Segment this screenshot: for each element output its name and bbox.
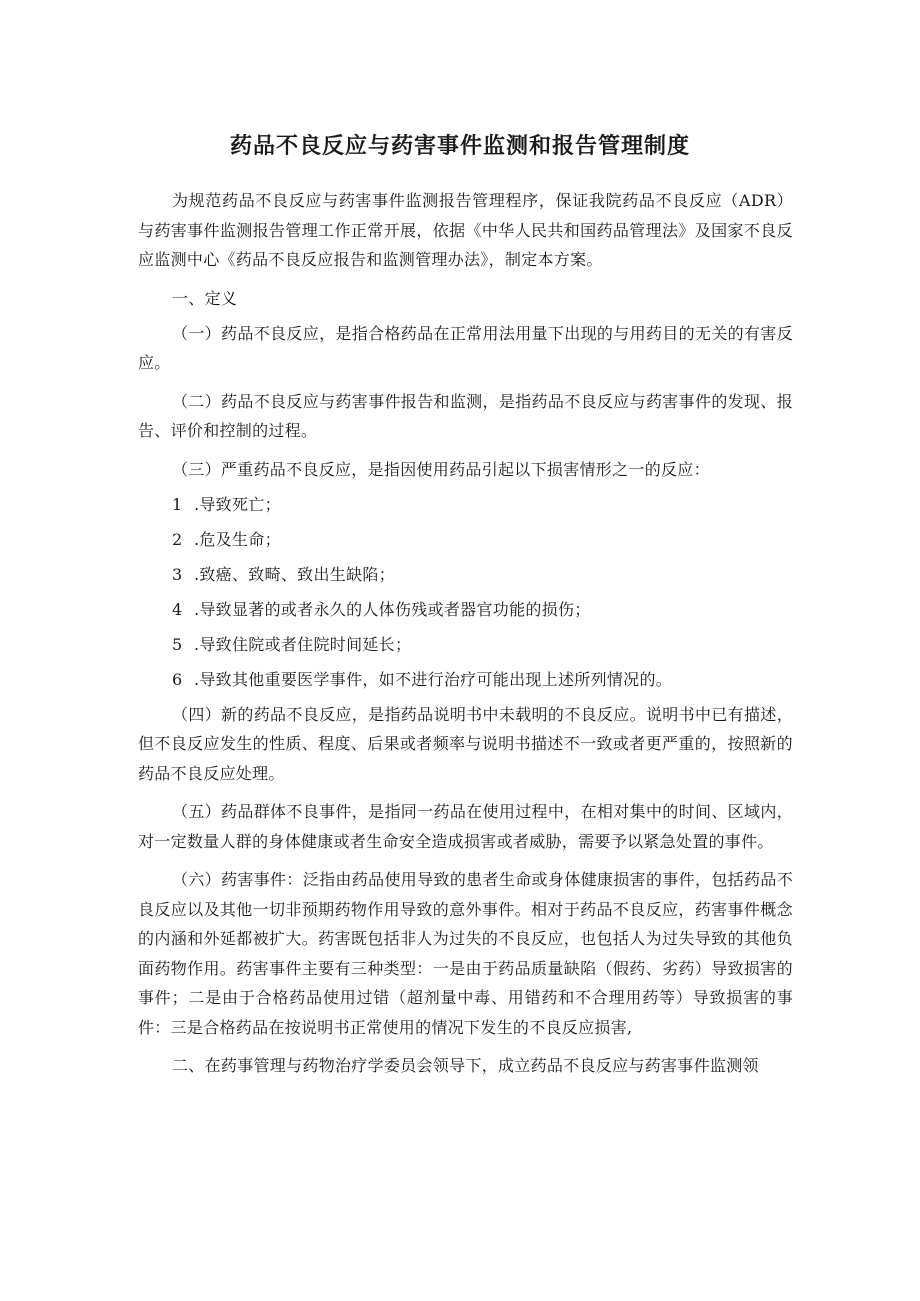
list-item-number: 3 [172, 564, 183, 584]
list-item-number: 2 [172, 529, 183, 549]
list-item [138, 490, 793, 520]
list-item-text: .危及生命； [194, 529, 281, 549]
section-2-paragraph: 二、在药事管理与药物治疗学委员会领导下，成立药品不良反应与药害事件监测领 [172, 1056, 759, 1075]
list-item-text: .导致其他重要医学事件，如不进行治疗可能出现上述所列情况的。 [194, 669, 673, 689]
definition-3: （三）严重药品不良反应，是指因使用药品引起以下损害情形之一的反应： [172, 459, 710, 479]
definition-6: （六）药害事件：泛指由药品使用导致的患者生命或身体健康损害的事件，包括药品不良反应以及其他一切非预期药物作用导致的意外事件。相对于药品不良反应，药害事件概念的内涵和外延都被扩大。药害既包括非人为过失的不良反应，也包括人为过失导致的其他负面药物作用。药害事件主要有三种类型：一是由于药品质量缺陷（假药、劣药）导致损害的事件；二是由于合格药品使用过错（超剂量中毒、用错药和不合理用药等）导致损害的事件：三是合格药品在按说明书正常使用的情况下发生的不良反应损害, [138, 870, 793, 1037]
section-heading-definitions: 一、定义 [172, 288, 238, 308]
definition-5: （五）药品群体不良事件，是指同一药品在使用过程中，在相对集中的时间、区域内，对一定数量人群的身体健康或者生命安全造成损害或者威胁，需要予以紧急处置的事件。 [138, 802, 793, 851]
definition-2: （二）药品不良反应与药害事件报告和监测，是指药品不良反应与药害事件的发现、报告、评价和控制的过程。 [138, 391, 793, 440]
list-item-text: .致癌、致畸、致出生缺陷； [194, 564, 395, 584]
list-item-number: 4 [172, 599, 183, 619]
list-item [138, 665, 793, 695]
intro-paragraph: 为规范药品不良反应与药害事件监测报告管理程序，保证我院药品不良反应（ADR）与药害事件监测报告管理工作正常开展，依据《中华人民共和国药品管理法》及国家不良反应监测中心《药品不良反应报告和监测管理办法》，制定本方案。 [138, 191, 793, 269]
list-item-text: .导致显著的或者永久的人体伤残或者器官功能的损伤； [194, 599, 591, 619]
list-item [138, 525, 793, 555]
list-item-text: .导致住院或者住院时间延长； [194, 634, 412, 654]
list-item-text: .导致死亡； [194, 494, 281, 514]
document-title: 药品不良反应与药害事件监测和报告管理制度 [229, 134, 690, 159]
definition-1: （一）药品不良反应，是指合格药品在正常用法用量下出现的与用药目的无关的有害反应。 [138, 323, 793, 372]
list-item-number: 1 [172, 494, 183, 514]
list-item [138, 560, 793, 590]
list-item-number: 5 [172, 634, 183, 654]
list-item [138, 595, 793, 625]
definition-4: （四）新的药品不良反应，是指药品说明书中未载明的不良反应。说明书中已有描述，但不良反应发生的性质、程度、后果或者频率与说明书描述不一致或者更严重的，按照新的药品不良反应处理。 [138, 704, 793, 783]
list-item-number: 6 [172, 669, 183, 689]
list-item [138, 630, 793, 660]
document-body [138, 186, 793, 1090]
